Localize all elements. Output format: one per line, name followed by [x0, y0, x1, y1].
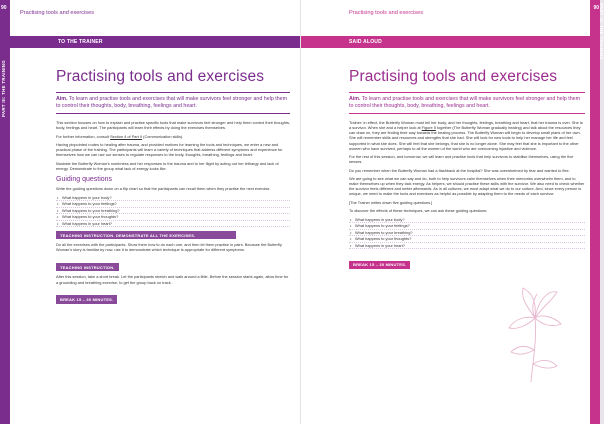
flower-illustration — [497, 270, 573, 390]
side-strip — [0, 0, 10, 424]
paragraph — [56, 134, 290, 139]
list-item: • What happens in your heart? — [349, 243, 585, 250]
figure-link[interactable]: Figure 5 — [421, 125, 436, 131]
paragraph-text: together (The Butterfly Woman gradually healing) and talk about the resources they can draw on, they are finding their way towards the healing process. The Butterfly Woman will begin to develop small plans of her own. She will remember skills and resources and strengths that she had. She will look for new tools to help her manage her life and feel supported in what she does. She will feel that she belongs, that she is no longer alone. She may feel that she is important to the other women who have survived, perhaps to all the women of the world who are overcoming injustice and violence. — [349, 125, 581, 151]
aim-label: Aim. — [56, 96, 68, 102]
page-number: 90 — [1, 5, 7, 11]
paragraph: [The Trainer writes down five guiding questions.] — [349, 199, 433, 205]
paragraph: Do all the exercises with the participants. Show them how to do each one, and then let them practise in pairs. Because the Butterfly Woman's story is familiar by now, use it to demonstrate which technique is appropriate for different symptoms. — [56, 242, 282, 253]
break-tag: BREAK 15 – 30 MINUTES. — [349, 261, 410, 269]
paragraph: After this session, take a short break. Let the participants stretch and walk around a little. Before the session starts again, allow time for a grounding and breathing exercise, to get the group back on track. — [56, 274, 289, 285]
list-item: • What happens to your feelings? — [349, 223, 585, 230]
right-page — [300, 0, 604, 424]
paragraph: This section focuses on how to explain and practise specific tools that make survivors feel stronger and help them control their thoughts, body, feelings and heart. The participants will learn their effects by doing the exercises themselves. — [56, 120, 290, 131]
question-list — [349, 217, 585, 250]
guiding-heading: Guiding questions — [56, 176, 113, 184]
left-content — [56, 68, 290, 307]
paragraph: Illustrate the Butterfly Woman's numbness and her responses to the trauma and to her flight by acting out her lethargy and lack of energy. Demonstrate to the group what lack of energy looks like. — [56, 160, 279, 172]
section-link[interactable]: Section 4 of Part II — [110, 133, 143, 139]
paragraph-text: Trainer: In effect, the Butterfly Woman must tell her body, and her thoughts, feelings, breathing and heart, that her trauma is over. She is a survivor. When she and a helper look at — [349, 120, 583, 131]
section-bar: SAID ALOUD — [301, 36, 590, 48]
side-label: PART III: THE TRAINING — [599, 2, 604, 60]
paragraph-text: (Communication skills). — [142, 133, 184, 139]
list-item: • What happens to your thoughts? — [56, 214, 290, 221]
list-item: • What happens to your thoughts? — [349, 236, 585, 243]
left-page — [0, 0, 300, 424]
page-number: 90 — [593, 5, 599, 11]
paragraph: We are going to see what we can say and do, both to help survivors calm themselves when their memories overwhelm them, and to make themselves up when they lack energy. As helpers, we should practise these skills with the survivor. We also need to check whether the survivor feels different and better afterwards. As in all cultures, we must adapt what we do to our culture. And, since every person is unique, we need to make the tools and exercises as helpful as possible by adapting them to the needs of each survivor. — [349, 176, 585, 197]
paragraph: Write the guiding questions down on a flip chart so that the participants can recall them when they practise the next exercise. — [56, 186, 271, 192]
aim-box — [56, 92, 290, 114]
running-head: Practising tools and exercises — [349, 10, 423, 16]
aim-text: To learn and practise tools and exercises that will make survivors feel stronger and help them to control their thoughts, body, breathing, feelings and heart. — [349, 96, 581, 109]
paragraph-text: For further information, consult — [56, 133, 111, 139]
aim-label: Aim. — [349, 96, 361, 102]
list-item: • What happens in your heart? — [56, 221, 290, 228]
list-item: • What happens to your feelings? — [56, 201, 290, 208]
paragraph: Having pinpointed routes to healing after trauma, and provided motives for learning the tools and techniques, we enter a new and practical phase of the training. The participants will learn a variety of techniques that address different symptoms and experience for themselves how we can use our senses to regulate responses to the body, thoughts, breathing, feelings and heart. — [56, 142, 283, 158]
page-title: Practising tools and exercises — [56, 68, 265, 85]
section-bar: TO THE TRAINER — [10, 36, 300, 48]
question-list — [56, 195, 290, 228]
instruction-tag: TEACHING INSTRUCTION. — [56, 263, 119, 271]
instruction-tag: TEACHING INSTRUCTION. DEMONSTRATE ALL THE EXERCISES. — [56, 231, 236, 239]
side-label: PART III: THE TRAINING — [1, 60, 6, 118]
break-tag: BREAK 15 – 30 MINUTES. — [56, 295, 117, 303]
paragraph: For the rest of this session, and tomorrow, we will learn and practise tools that help survivors to stabilise themselves, using the five senses. — [349, 154, 574, 165]
list-item: • What happens in your body? — [349, 217, 585, 224]
page-title: Practising tools and exercises — [349, 68, 558, 85]
list-item: • What happens to your breathing? — [349, 230, 585, 237]
right-content — [349, 68, 585, 272]
paragraph: Do you remember when the Butterfly Woman had a flashback at the hospital? She was overwhelmed by fear and wanted to flee. — [349, 167, 570, 173]
paragraph: To discover the effects of these techniques, we can ask these guiding questions: — [349, 208, 488, 214]
list-item: • What happens to your breathing? — [56, 208, 290, 215]
paragraph — [349, 120, 585, 151]
list-item: • What happens in your body? — [56, 195, 290, 202]
aim-text: To learn and practise tools and exercises that will make survivors feel stronger and help them to control their thoughts, body, breathing, feelings and heart. — [56, 96, 288, 109]
aim-box — [349, 92, 585, 114]
side-strip — [590, 0, 604, 424]
running-head: Practising tools and exercises — [20, 10, 94, 16]
